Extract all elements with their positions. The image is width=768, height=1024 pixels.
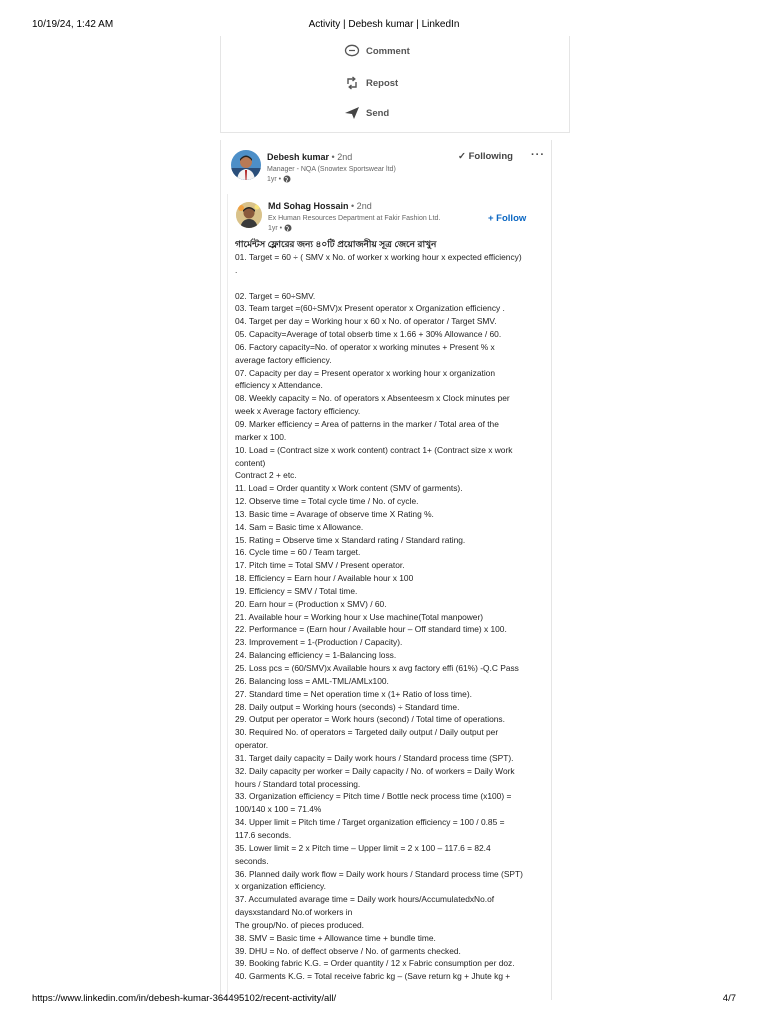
post-text-line: 11. Load = Order quantity x Work content (SMV of garments). <box>235 483 463 494</box>
avatar-photo <box>236 202 262 228</box>
post-author <box>231 149 545 186</box>
avatar-photo <box>231 150 261 180</box>
post-text-line: efficiency x Attendance. <box>235 380 323 391</box>
comment-icon <box>344 44 360 58</box>
post-text-line: 21. Available hour = Working hour x Use machine(Total manpower) <box>235 611 484 622</box>
post-text-line: 23. Improvement = 1-(Production / Capacity). <box>235 637 403 648</box>
post-text-line: week x Average factory efficiency. <box>235 406 361 417</box>
checkmark-icon: ✓ <box>458 151 466 162</box>
more-options-button[interactable] <box>531 149 545 161</box>
post-text-line: 25. Loss pcs = (60/SMV)x Available hours x avg factory effi (61%) -Q.C Pass <box>235 663 519 673</box>
post-time-text: 1yr • <box>267 175 282 183</box>
globe-icon <box>283 175 291 183</box>
post-text-line: 12. Observe time = Total cycle time / No. of cycle. <box>235 496 419 507</box>
post-text-line: average factory efficiency. <box>235 354 332 365</box>
reshared-author-degree: • 2nd <box>351 201 372 211</box>
post-text-line: 14. Sam = Basic time x Allowance. <box>235 521 364 532</box>
follow-button[interactable]: + Follow <box>488 213 527 224</box>
post-text-line: operator. <box>235 740 269 751</box>
previous-post-actions <box>204 36 570 133</box>
post-text-line: marker x 100. <box>235 431 287 442</box>
post-text-line: seconds. <box>235 855 269 866</box>
author-avatar[interactable] <box>231 150 261 180</box>
post-text-line: . <box>235 264 238 275</box>
print-datetime: 10/19/24, 1:42 AM <box>32 19 114 30</box>
post-text-line: 18. Efficiency = Earn hour / Available hour x 100 <box>235 573 414 584</box>
post-text-line: 07. Capacity per day = Present operator x working hour x organization <box>235 367 496 378</box>
post-text-line: 09. Marker efficiency = Area of patterns in the marker / Total area of the <box>235 418 499 429</box>
post-text-line: The group/No. of pieces produced. <box>235 919 364 930</box>
post-text-line: daysxstandard No.of workers in <box>235 907 353 918</box>
post-time <box>267 175 291 183</box>
author-name-text: Debesh kumar <box>267 152 330 162</box>
post-text-line: 22. Performance = (Earn hour / Available hour – Off standard time) x 100. <box>235 624 507 635</box>
post-text-line: 117.6 seconds. <box>235 829 292 840</box>
post-text-line: 36. Planned daily work flow = Daily work hours / Standard process time (SPT) <box>235 868 523 879</box>
reshared-author <box>236 200 541 234</box>
more-icon: ··· <box>531 149 545 161</box>
post-text-line: 29. Output per operator = Work hours (second) / Total time of operations. <box>235 714 505 725</box>
post-text-line: 100/140 x 100 = 71.4% <box>235 804 322 815</box>
post-text-line: 15. Rating = Observe time x Standard rating / Standard rating. <box>235 534 466 545</box>
reshared-author-headline: Ex Human Resources Department at Fakir Fashion Ltd. <box>268 215 441 222</box>
post-text-line: 17. Pitch time = Total SMV / Present operator. <box>235 560 405 571</box>
reshared-author-avatar[interactable] <box>236 202 262 228</box>
print-footer <box>32 993 736 1007</box>
post-text-line: 37. Accumulated avarage time = Daily work hours/AccumulatedxNo.of <box>235 894 495 905</box>
post-text-line: 01. Target = 60 ÷ ( SMV x No. of worker x working hour x expected efficiency) <box>235 252 522 262</box>
post-text-line: 04. Target per day = Working hour x 60 x No. of operator / Target SMV. <box>235 316 497 327</box>
post-text-line: 28. Daily output = Working hours (seconds) ÷ Standard time. <box>235 701 460 712</box>
following-label: Following <box>468 151 513 162</box>
post-text-line: 10. Load = (Contract size x work content) contract 1+ (Contract size x work <box>235 444 513 455</box>
post-text-line: 06. Factory capacity=No. of operator x working minutes + Present % x <box>235 341 495 352</box>
reshared-author-name[interactable] <box>268 201 372 211</box>
post-text-line: 08. Weekly capacity = No. of operators x Absenteesm x Clock minutes per <box>235 393 510 404</box>
print-url: https://www.linkedin.com/in/debesh-kumar-364495102/recent-activity/all/ <box>32 993 337 1004</box>
post-text-line: 31. Target daily capacity = Daily work hours / Standard process time (SPT). <box>235 752 514 763</box>
post-text-line: 33. Organization efficiency = Pitch time / Bottle neck process time (x100) = <box>235 791 512 802</box>
comment-button[interactable] <box>344 44 410 58</box>
post-text-line: 26. Balancing loss = AML-TML/AMLx100. <box>235 675 389 686</box>
repost-button[interactable] <box>344 75 398 91</box>
post-text-line: 39. DHU = No. of deffect observe / No. of garments checked. <box>235 945 461 956</box>
post-text-line: 27. Standard time = Net operation time x (1+ Ratio of loss time). <box>235 688 472 699</box>
post-text-line: 19. Efficiency = SMV / Total time. <box>235 585 358 596</box>
card-border <box>220 36 221 133</box>
post-text-line: content) <box>235 457 266 468</box>
repost-icon <box>344 75 360 91</box>
post-text-line: 34. Upper limit = Pitch time / Target organization efficiency = 100 / 0.85 = <box>235 817 505 828</box>
author-name[interactable] <box>267 152 352 162</box>
card-border <box>220 132 570 133</box>
post-text-line: 05. Capacity=Average of total obserb time x 1.66 + 30% Allowance / 60. <box>235 329 502 340</box>
post-card <box>220 140 552 1000</box>
reshared-post-time-text: 1yr • <box>268 224 283 232</box>
post-text-line: 40. Garments K.G. = Total receive fabric kg – (Save return kg + Jhute kg + <box>235 971 511 982</box>
post-text-line: 16. Cycle time = 60 / Team target. <box>235 547 361 558</box>
post-lines <box>235 251 543 983</box>
reshared-author-name-text: Md Sohag Hossain <box>268 201 349 211</box>
post-text-line: 24. Balancing efficiency = 1-Balancing loss. <box>235 650 397 661</box>
post-text-line: 39. Booking fabric K.G. = Order quantity / 12 x Fabric consumption per doz. <box>235 958 515 969</box>
post-text-line <box>235 277 543 290</box>
post-text-line: 13. Basic time = Avarage of observe time X Rating %. <box>235 508 434 519</box>
send-button[interactable] <box>344 106 389 120</box>
send-icon <box>344 106 360 120</box>
card-border <box>569 36 570 133</box>
reshared-post-time <box>268 224 292 232</box>
print-page-indicator: 4/7 <box>722 993 736 1004</box>
post-text-line: 03. Team target =(60÷SMV)x Present operator x Organization efficiency . <box>235 303 505 314</box>
post-heading: গার্মেন্টস ফ্লোরের জন্য ৪০টি প্রয়োজনীয় সূত্র জেনে রাখুন <box>235 239 437 249</box>
repost-label: Repost <box>366 77 399 89</box>
post-text-line: 35. Lower limit = 2 x Pitch time – Upper limit = 2 x 100 – 117.6 = 82.4 <box>235 842 491 853</box>
print-page-title: Activity | Debesh kumar | LinkedIn <box>308 19 460 30</box>
post-text-line: 02. Target = 60÷SMV. <box>235 290 316 301</box>
print-header <box>32 19 736 33</box>
send-label: Send <box>366 107 390 119</box>
post-text-line: 30. Required No. of operators = Targeted daily output / Daily output per <box>235 727 499 738</box>
post-text-line: 20. Earn hour = (Production x SMV) / 60. <box>235 598 387 609</box>
post-text-line: Contract 2 + etc. <box>235 470 297 481</box>
author-degree: • 2nd <box>331 152 353 162</box>
following-button[interactable] <box>458 151 513 162</box>
author-headline: Manager - NQA (Snowtex Sportswear ltd) <box>267 166 396 173</box>
post-text-line: hours / Standard total processing. <box>235 778 361 789</box>
post-text-line: 38. SMV = Basic time + Allowance time + bundle time. <box>235 932 436 943</box>
globe-icon <box>284 224 292 232</box>
post-text-line: 32. Daily capacity per worker = Daily capacity / No. of workers = Daily Work <box>235 765 515 776</box>
reshared-post <box>227 194 546 1000</box>
post-body <box>235 238 543 983</box>
comment-label: Comment <box>366 45 410 57</box>
post-text-line: x organization efficiency. <box>235 881 326 892</box>
